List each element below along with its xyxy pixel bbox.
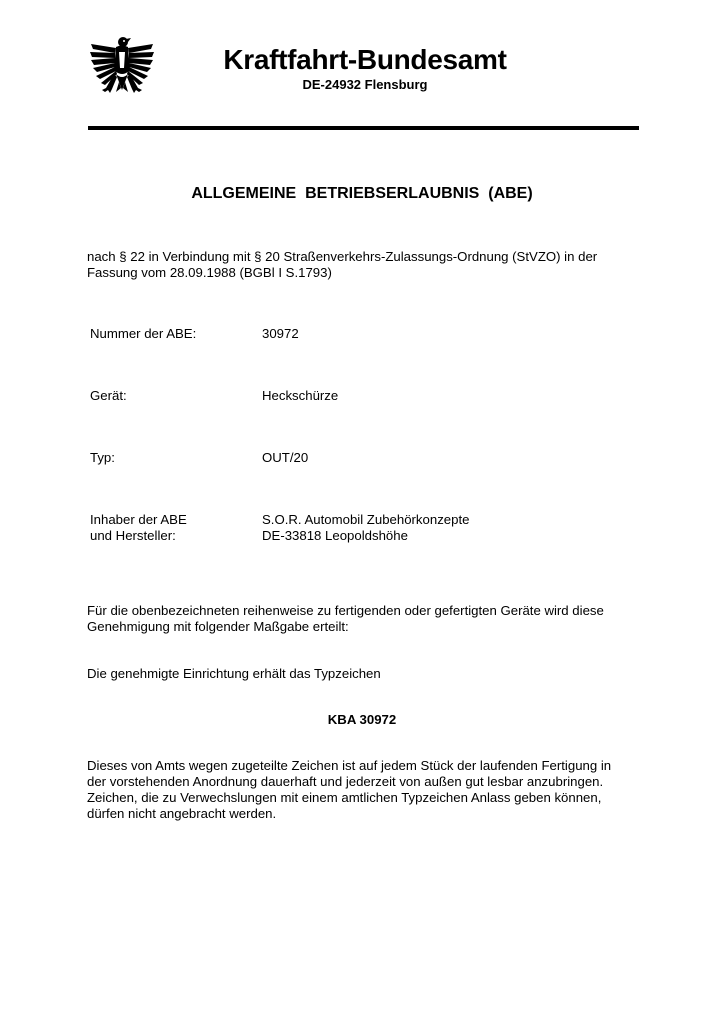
holder-value: [262, 512, 469, 544]
type-value: OUT/20: [262, 450, 309, 465]
agency-name: Kraftfahrt-Bundesamt: [223, 44, 507, 75]
type-label: Typ:: [90, 450, 115, 465]
header-divider: [88, 126, 639, 130]
abe-number-label: Nummer der ABE:: [90, 326, 197, 341]
holder-label-line: Inhaber der ABE: [90, 512, 187, 527]
type-mark-intro-text: Die genehmigte Einrichtung erhält das Typzeichen: [87, 666, 381, 681]
marking-line: der vorstehenden Anordnung dauerhaft und jederzeit von außen gut lesbar anzubringen.: [87, 774, 604, 789]
approval-paragraph: [87, 603, 637, 635]
type-mark-intro: [87, 666, 637, 682]
device-label: Gerät:: [90, 388, 127, 403]
legal-basis-line: nach § 22 in Verbindung mit § 20 Straßenverkehrs-Zulassungs-Ordnung (StVZO) in der: [87, 249, 598, 264]
marking-line: Dieses von Amts wegen zugeteilte Zeichen ist auf jedem Stück der laufenden Fertigung in: [87, 758, 612, 773]
marking-line: Zeichen, die zu Verwechslungen mit einem amtlichen Typzeichen Anlass geben können,: [87, 790, 602, 805]
holder-label-line: und Hersteller:: [90, 528, 176, 543]
marking-paragraph: [87, 758, 637, 822]
holder-label: [90, 512, 187, 544]
marking-line: dürfen nicht angebracht werden.: [87, 806, 277, 821]
abe-number-value: 30972: [262, 326, 299, 341]
holder-value-line: S.O.R. Automobil Zubehörkonzepte: [262, 512, 470, 527]
device-value: Heckschürze: [262, 388, 339, 403]
holder-value-line: DE-33818 Leopoldshöhe: [262, 528, 408, 543]
approval-line: Genehmigung mit folgender Maßgabe erteilt:: [87, 619, 349, 634]
agency-address: DE-24932 Flensburg: [302, 77, 428, 92]
type-mark: KBA 30972: [327, 712, 397, 727]
legal-basis-paragraph: [87, 249, 637, 281]
approval-line: Für die obenbezeichneten reihenweise zu fertigenden oder gefertigten Geräte wird diese: [87, 603, 604, 618]
federal-eagle-logo: [86, 30, 158, 102]
document-title: ALLGEMEINE BETRIEBSERLAUBNIS (ABE): [191, 185, 533, 202]
legal-basis-line: Fassung vom 28.09.1988 (BGBl I S.1793): [87, 265, 332, 280]
